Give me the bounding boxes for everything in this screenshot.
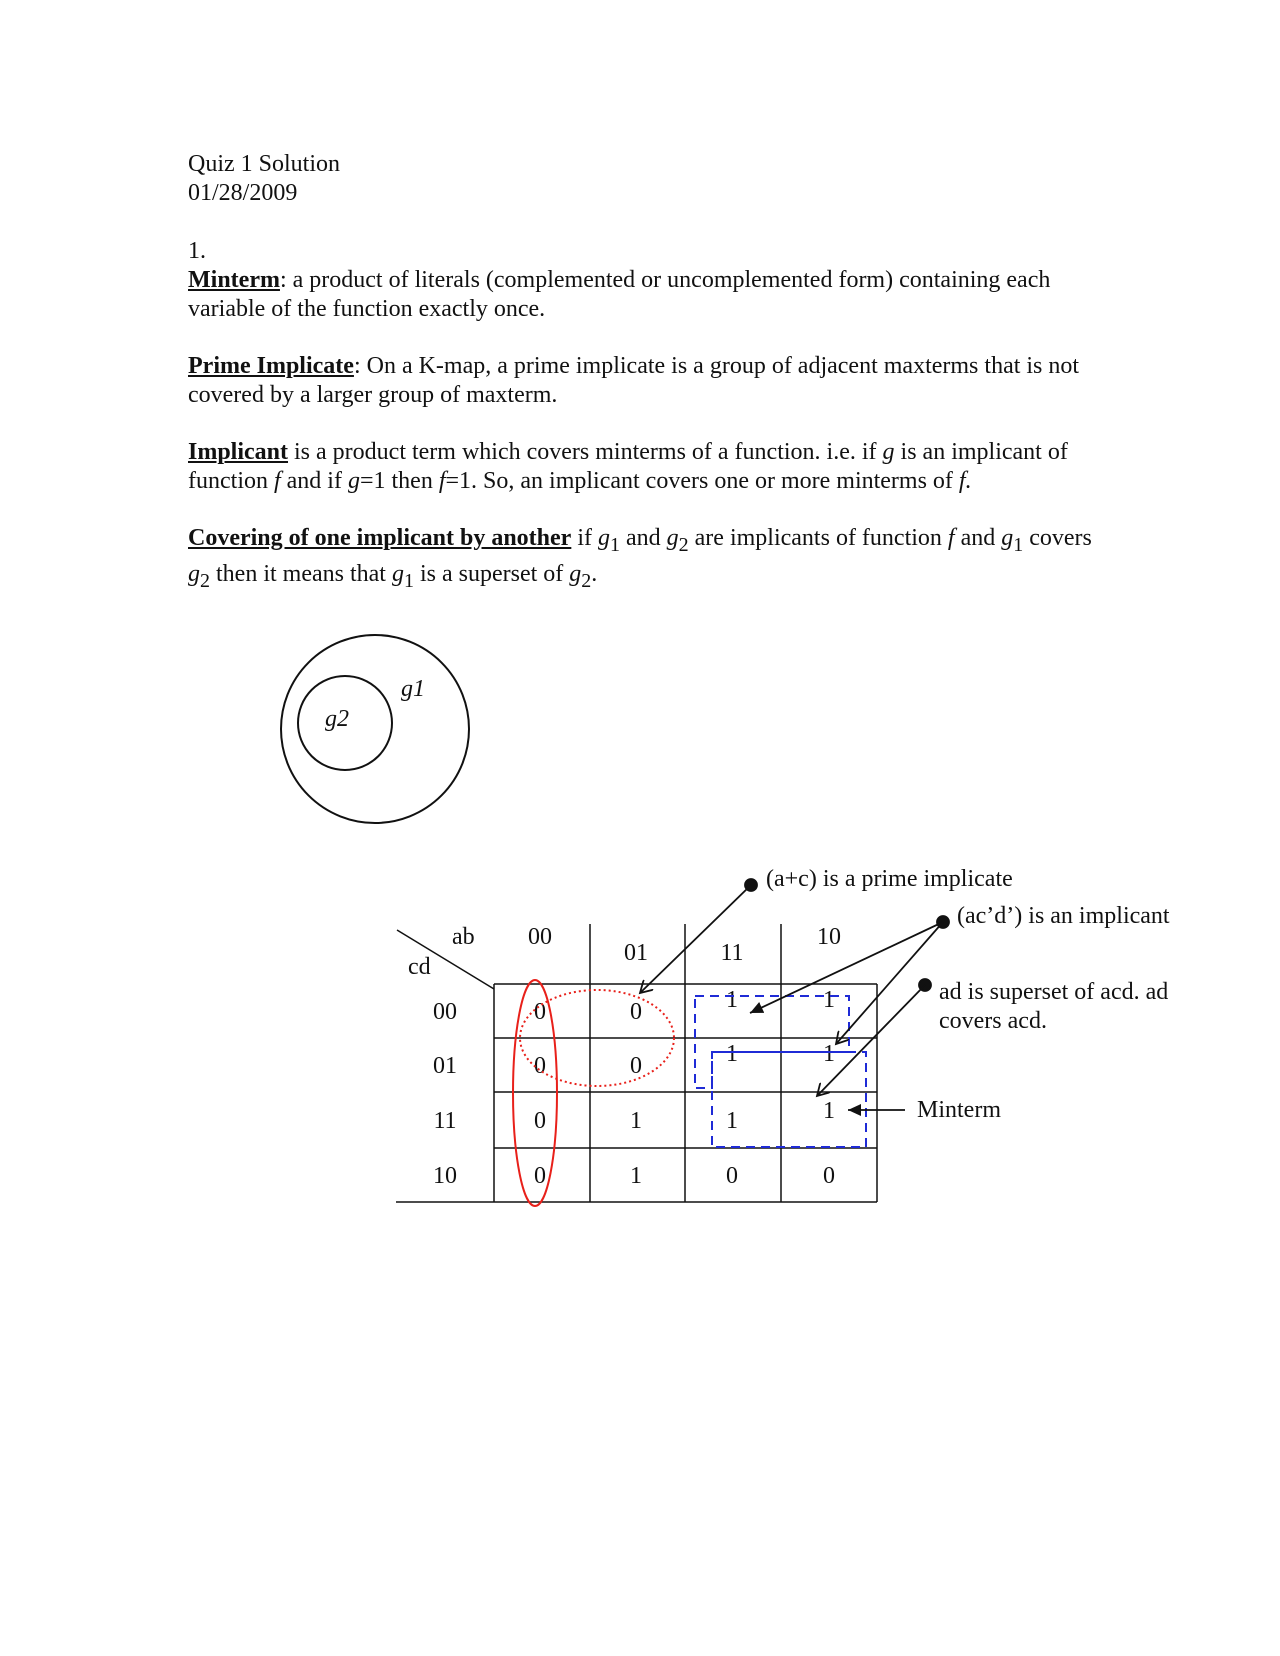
covering-text-2: and [620,525,667,551]
covering-var-g2b: g [188,560,200,587]
term-implicant: Implicant [188,439,289,465]
covering-text-6: then it means that [210,560,392,587]
kmap-cell: 1 [630,1163,642,1189]
venn-diagram [281,635,469,823]
annotation-implicant: (ac’d’) is an implicant [957,903,1170,929]
implicant-text-1: is a product term which covers minterms of a function. i.e. if [288,439,883,465]
covering-text-5: covers [1023,525,1092,551]
kmap-cell: 1 [726,1041,738,1067]
kmap-labels [408,924,841,1189]
kmap-col-header: 01 [624,940,648,966]
covering-var-f: f [947,525,955,551]
covering-var-g1b: g [1001,525,1014,551]
annotation-minterm: Minterm [917,1097,1001,1123]
kmap-cell: 0 [534,1163,546,1189]
kmap-col-header: 11 [720,940,744,966]
covering-text-8: . [591,560,598,587]
kmap-row-var: cd [408,954,431,980]
kmap-cell: 0 [630,999,642,1025]
kmap-cell: 1 [823,987,835,1013]
implicant-text-4: =1 then [359,468,439,494]
document-title: Quiz 1 Solution [188,151,341,177]
covering-text-7: is a superset of [413,560,570,587]
covering-sub-2: 2 [678,533,689,556]
implicant-var-f-end: f. [958,468,972,494]
kmap-cell: 0 [534,1108,546,1134]
term-minterm: Minterm [188,267,280,293]
venn-outer-circle [281,635,469,823]
covering-sub-1: 1 [610,533,620,556]
kmap-cell: 0 [726,1163,738,1189]
implicant-var-f: f [273,468,281,494]
covering-sub-2c: 2 [581,569,592,592]
kmap-row-header: 00 [433,999,457,1025]
term-prime-implicate: Prime Implicate [188,353,354,379]
annotation-superset-line1: ad is superset of acd. ad [939,979,1169,1005]
covering-text-3: are implicants of function [688,525,948,551]
kmap-col-var: ab [452,924,475,950]
kmap-cell: 1 [726,1108,738,1134]
kmap-row-header: 01 [433,1053,457,1079]
kmap-cell: 1 [823,1041,835,1067]
implicant-text-5: =1. So, an implicant covers one or more minterms of [445,468,959,494]
arrow-implicant-a [750,922,943,1013]
arrow-prime-implicate [640,885,751,993]
covering-text-1: if [571,525,598,551]
implicant-var-f-eq: f [438,468,446,494]
implicant-var-g-eq: g [347,468,360,494]
covering-sub-2b: 2 [200,569,210,592]
kmap-cell: 1 [630,1108,642,1134]
kmap-cell: 0 [823,1163,835,1189]
covering-var-g1c: g [391,560,404,587]
annotation-superset-line2: covers acd. [939,1008,1047,1034]
kmap-cell: 0 [534,1053,546,1079]
question-number: 1. [188,238,206,264]
covering-text-4: and [954,525,1002,551]
covering-sub-1b: 1 [1013,533,1024,556]
kmap-cell: 0 [534,999,546,1025]
implicant-var-g: g [882,439,895,465]
definition-prime-implicate-text: : On a K-map, a prime implicate is a group of adjacent maxterms that is not covered by a larger group of maxterm. [188,353,1080,408]
venn-outer-label: g1 [401,676,425,702]
kmap-cell: 0 [630,1053,642,1079]
term-covering: Covering of one implicant by another [188,525,572,551]
covering-sub-1c: 1 [403,569,414,592]
annotation-prime-implicate: (a+c) is a prime implicate [766,866,1013,892]
kmap-cell: 1 [823,1098,835,1124]
kmap-row-header: 10 [433,1163,457,1189]
document-date: 01/28/2009 [188,180,298,206]
kmap-row-header: 11 [433,1108,457,1134]
kmap-groupings [513,980,866,1206]
kmap-col-header: 00 [528,924,552,950]
covering-var-g2: g [666,525,679,551]
definition-minterm-text: : a product of literals (complemented or uncomplemented form) containing each variable of the function exactly once. [188,267,1051,322]
kmap-col-header: 10 [817,924,841,950]
covering-var-g1: g [598,525,610,551]
annotation-arrows [640,879,949,1110]
implicant-text-3: and if [280,468,348,494]
covering-var-g2c: g [569,560,582,587]
implicant-text-2: is an implicant of function [188,439,1068,494]
venn-inner-label: g2 [325,706,349,732]
kmap-cell: 1 [726,987,738,1013]
